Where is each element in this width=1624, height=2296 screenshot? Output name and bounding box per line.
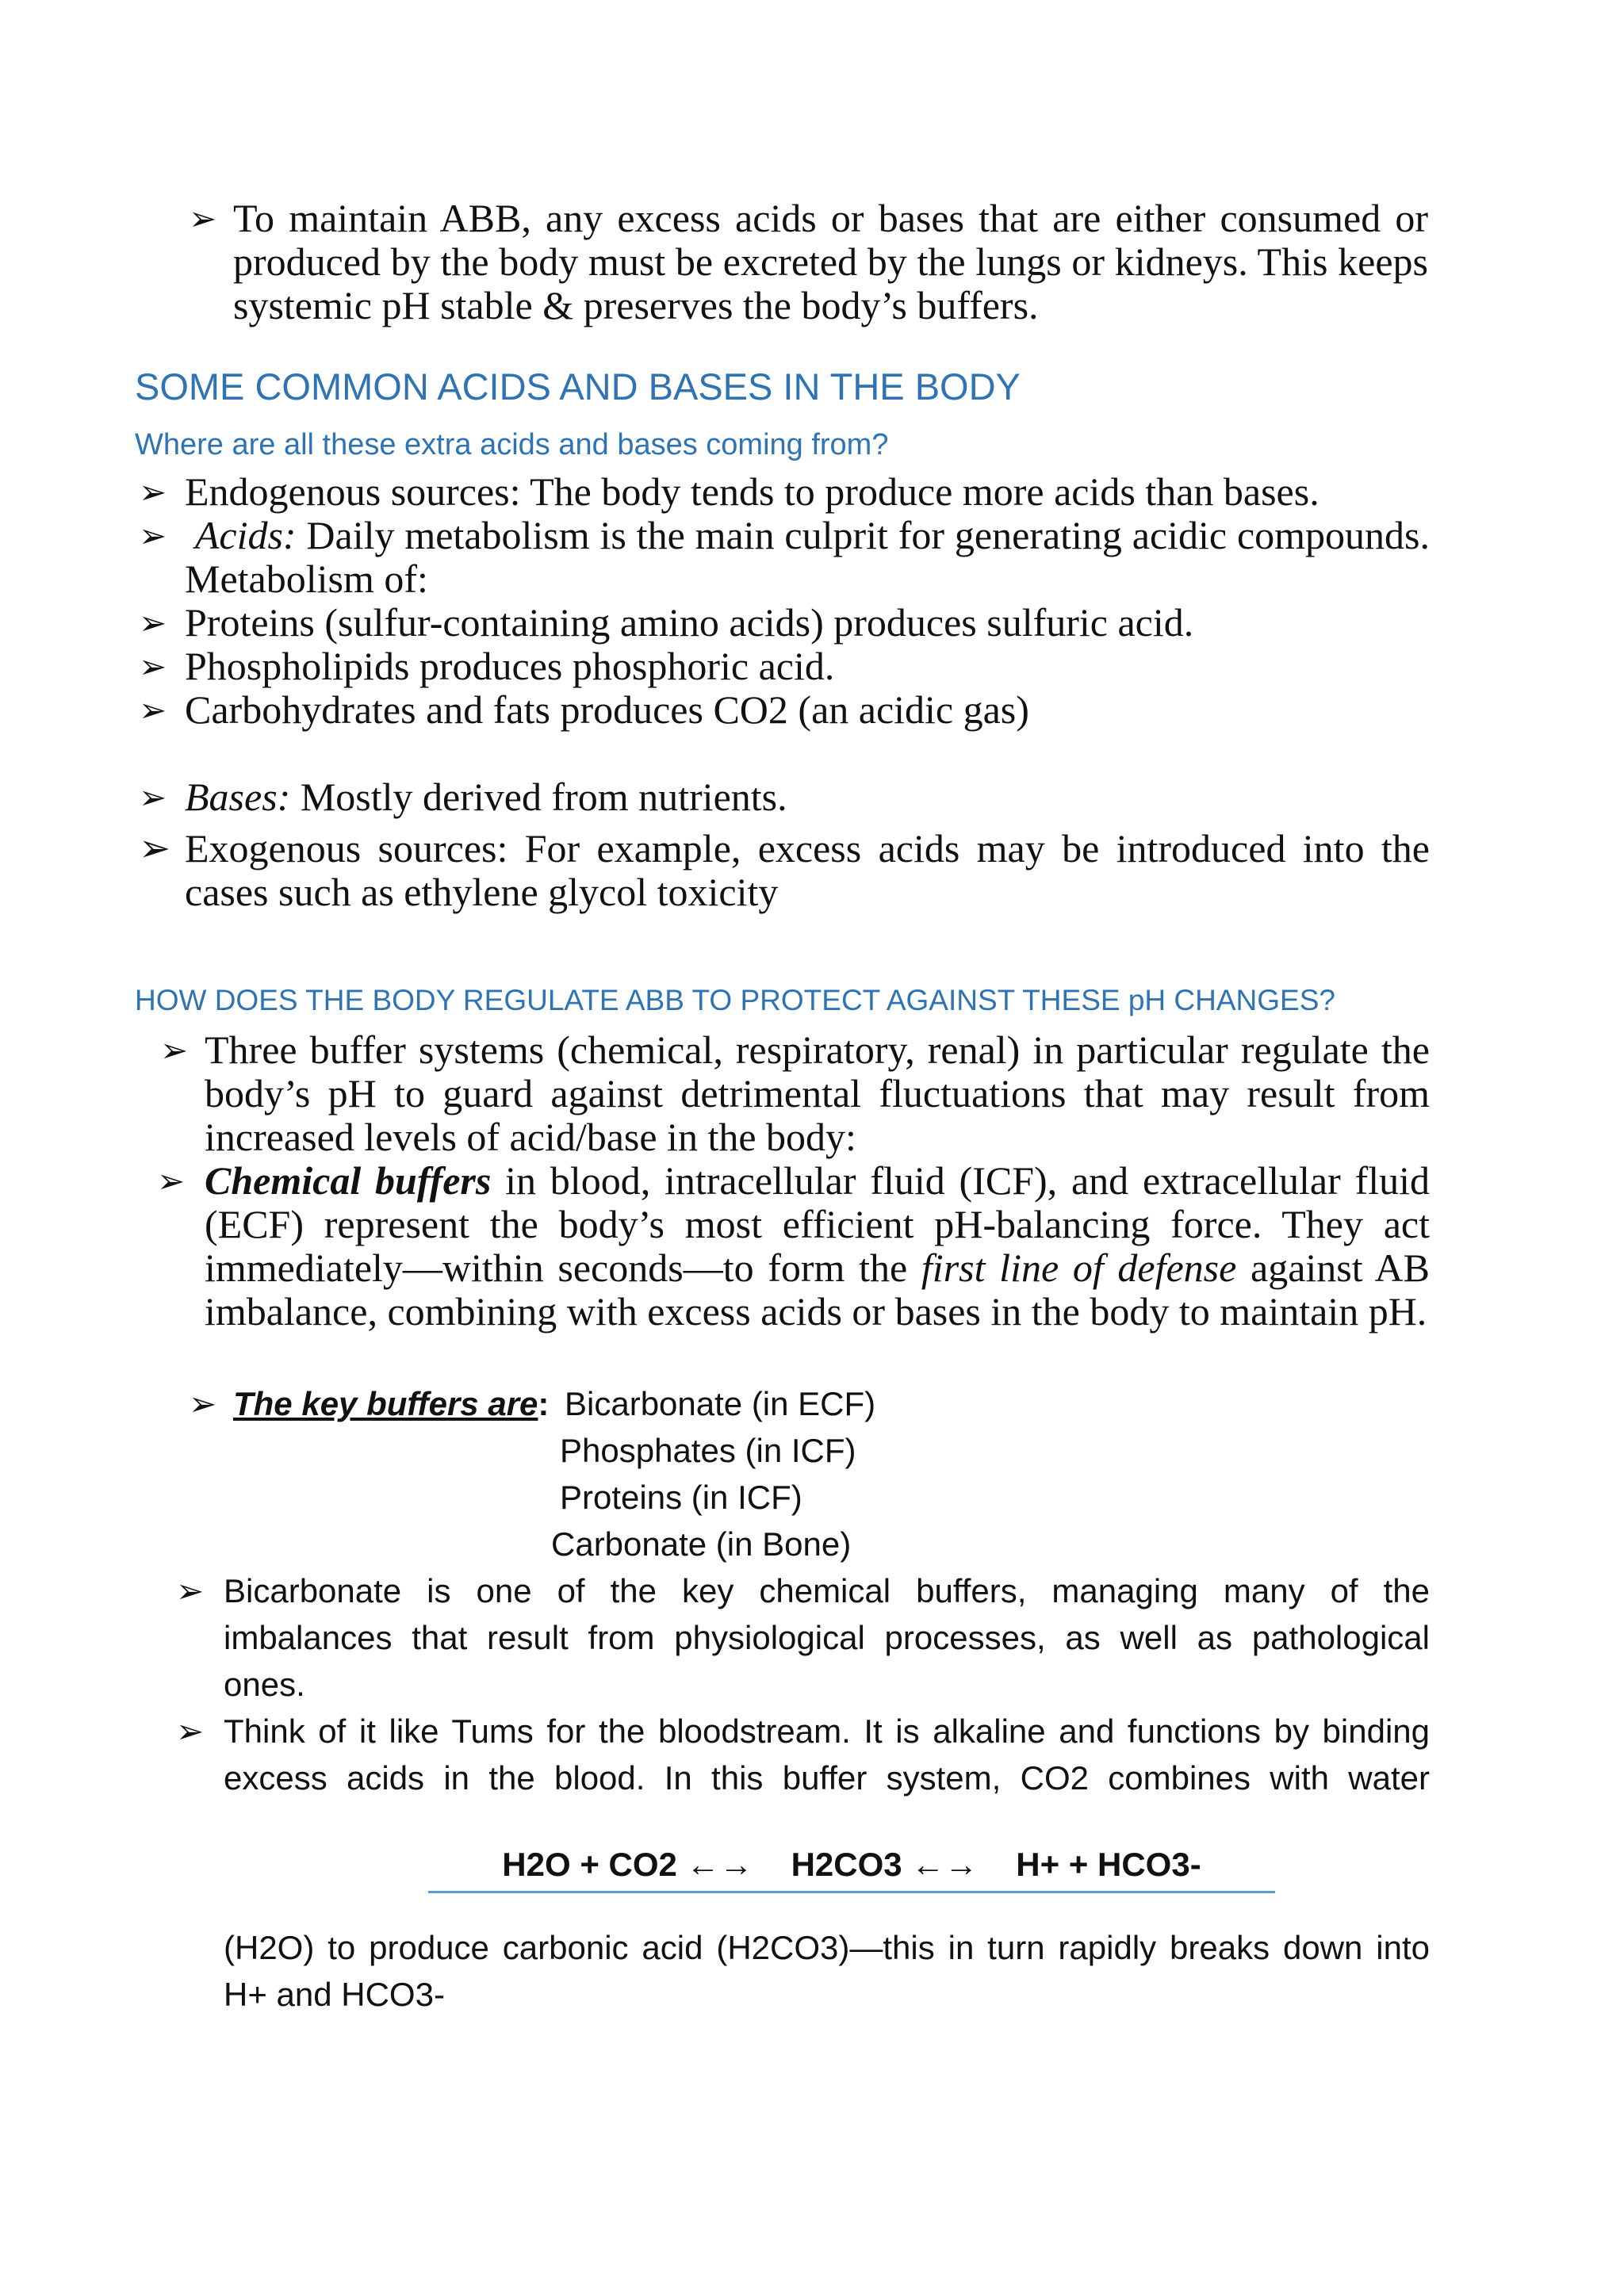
key-item-phosphates: Phosphates (in ICF): [560, 1432, 856, 1469]
bullet-arrow-icon: ➢: [139, 516, 167, 555]
three-line-2: body’s pH to guard against detrimental fluctuations that may result from: [205, 1072, 1430, 1115]
endogenous-text: Endogenous sources: The body tends to produce more acids than bases.: [185, 469, 1320, 514]
key-item-carbonate: Carbonate (in Bone): [551, 1525, 852, 1563]
equation-part-2: H2CO3 ←→: [791, 1846, 979, 1883]
bicarb-line-2: imbalances that result from physiological processes, as well as pathological: [224, 1619, 1430, 1656]
three-line-3: increased levels of acid/base in the body:: [205, 1115, 856, 1159]
three-line-1: Three buffer systems (chemical, respiratory, renal) in particular regulate the: [205, 1028, 1430, 1072]
carbonic-acid-equation: [428, 1841, 1275, 1888]
exogenous-line-1: Exogenous sources: For example, excess acids may be introduced into the: [185, 827, 1430, 871]
intro-line-3: systemic pH stable & preserves the body’s buffers.: [233, 283, 1039, 327]
acids-line-1: [185, 514, 1430, 557]
acids-label: Acids:: [194, 514, 297, 557]
after-line-1: (H2O) to produce carbonic acid (H2CO3)—this in turn rapidly breaks down into: [224, 1929, 1430, 1966]
phospholipids-text: Phospholipids produces phosphoric acid.: [185, 644, 835, 688]
exogenous-line-2: cases such as ethylene glycol toxicity: [185, 870, 779, 914]
key-buffers-line: [233, 1380, 549, 1427]
bullet-arrow-icon: ➢: [160, 1031, 189, 1070]
bullet-arrow-icon: ➢: [189, 1384, 217, 1423]
after-line-2: H+ and HCO3-: [224, 1976, 445, 2013]
key-buffers-bullet: [189, 1380, 1430, 1571]
bullet-arrow-icon: ➢: [139, 778, 167, 817]
bullet-arrow-icon: ➢: [176, 1712, 205, 1751]
tums-line-2: excess acids in the blood. In this buffer system, CO2 combines with water: [224, 1759, 1430, 1797]
carbs-text: Carbohydrates and fats produces CO2 (an acidic gas): [185, 687, 1029, 732]
bullet-arrow-icon: ➢: [157, 1161, 186, 1200]
tums-line-1: Think of it like Tums for the bloodstream. It is alkaline and functions by binding: [224, 1712, 1430, 1750]
after-equation-paragraph: [224, 1924, 1430, 2018]
bases-text: Mostly derived from nutrients.: [300, 775, 787, 819]
chem-line-3a: immediately—within seconds—to form the: [205, 1246, 908, 1290]
bullet-arrow-icon: ➢: [189, 199, 217, 238]
chem-line-3: [205, 1246, 1430, 1290]
chem-line-3-italic: first line of defense: [921, 1246, 1237, 1290]
key-item-proteins: Proteins (in ICF): [560, 1479, 802, 1516]
chem-line-2: (ECF) represent the body’s most efficient pH-balancing force. They act: [205, 1203, 1430, 1246]
bullet-arrow-icon: ➢: [139, 647, 167, 686]
bullet-arrow-icon: ➢: [139, 691, 167, 729]
section-subheading-sources: Where are all these extra acids and bases coming from?: [135, 428, 889, 461]
key-item-bicarbonate: Bicarbonate (in ECF): [565, 1385, 876, 1422]
intro-line-1: To maintain ABB, any excess acids or bases that are either consumed or: [233, 197, 1428, 240]
acids-line-2: Metabolism of:: [185, 557, 428, 601]
intro-line-2: produced by the body must be excreted by the lungs or kidneys. This keeps: [233, 240, 1428, 284]
key-buffers-colon: :: [538, 1385, 550, 1422]
bullet-arrow-icon: ➢: [139, 473, 167, 511]
section-heading-regulation: HOW DOES THE BODY REGULATE ABB TO PROTECT AGAINST THESE pH CHANGES?: [135, 984, 1335, 1016]
chem-line-4: imbalance, combining with excess acids or bases in the body to maintain pH.: [205, 1289, 1427, 1334]
key-buffers-label: The key buffers are: [233, 1385, 538, 1422]
chem-line-1: [205, 1159, 1430, 1203]
chem-label: Chemical buffers: [205, 1159, 492, 1203]
proteins-text: Proteins (sulfur-containing amino acids) produces sulfuric acid.: [185, 600, 1194, 645]
acids-text: Daily metabolism is the main culprit for generating acidic compounds.: [306, 514, 1430, 557]
bicarb-line-3: ones.: [224, 1666, 305, 1703]
chem-line-1-text: in blood, intracellular fluid (ICF), and extracellular fluid: [505, 1159, 1430, 1203]
equation-underline: [428, 1891, 1275, 1893]
equation-part-3: H+ + HCO3-: [1016, 1846, 1201, 1883]
section-heading-acids-bases: SOME COMMON ACIDS AND BASES IN THE BODY: [135, 365, 1021, 408]
equation-part-1: H2O + CO2 ←→: [502, 1846, 753, 1883]
bicarb-line-1: Bicarbonate is one of the key chemical buffers, managing many of the: [224, 1572, 1430, 1609]
chem-line-3b: against AB: [1251, 1246, 1430, 1290]
bullet-arrow-icon: ➢: [139, 603, 167, 642]
bases-line: [185, 775, 1430, 819]
bases-label: Bases:: [185, 775, 291, 819]
bullet-arrow-icon: ➢: [139, 826, 171, 871]
bullet-arrow-icon: ➢: [176, 1571, 205, 1610]
